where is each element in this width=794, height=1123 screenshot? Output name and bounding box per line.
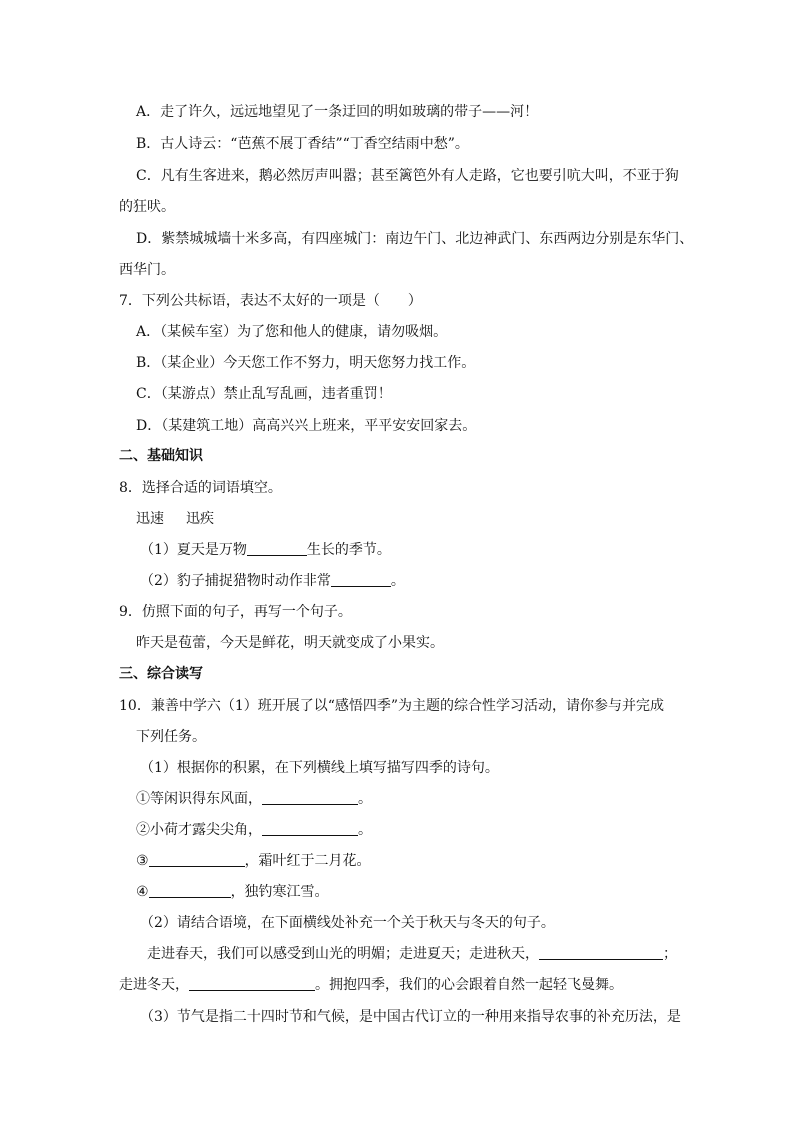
q8-sentence-1-suffix: 生长的季节。 (306, 542, 391, 558)
q8-blank-1[interactable] (247, 541, 307, 556)
q8-sentence-2-suffix: 。 (390, 573, 405, 589)
q10-part1-prompt: （1）根据你的积累，在下列横线上填写描写四季的诗句。 (140, 760, 499, 776)
q8-sentence-1-prefix: （1）夏天是万物 (140, 542, 247, 558)
q7-option-d: D．（某建筑工地）高高兴兴上班来，平平安安回家去。 (136, 418, 477, 434)
q6-option-c-line2: 的狂吠。 (119, 199, 175, 215)
q10-context-line1-suffix: ； (663, 946, 677, 962)
q8-stem: 8．选择合适的词语填空。 (119, 480, 282, 496)
q10-context-line2 (119, 975, 623, 995)
q8-sentence-1 (140, 540, 391, 560)
q6-option-d-line1: D．紫禁城城墙十米多高，有四座城门：南边午门、北边神武门、东西两边分别是东华门、 (136, 231, 694, 247)
q6-option-b: B．古人诗云：“芭蕉不展丁香结”“丁香空结雨中愁”。 (136, 136, 469, 152)
q7-stem: 7．下列公共标语，表达不太好的一项是（ ） (119, 293, 422, 309)
q10-context-line2-text: 。拥抱四季，我们的心会跟着自然一起轻飞曼舞。 (315, 977, 623, 993)
q6-option-a: A．走了许久，远远地望见了一条迂回的明如玻璃的带子——河！ (136, 104, 539, 120)
q10-item-2 (136, 820, 372, 840)
q10-context-line2-prefix: 走进冬天， (119, 977, 189, 993)
q10-item-3-prefix: ③ (136, 853, 149, 869)
q8-sentence-2-prefix: （2）豹子捕捉猎物时动作非常 (140, 573, 331, 589)
q10-stem-line2: 下列任务。 (136, 729, 206, 745)
q10-item-3-suffix: ，霜叶红于二月花。 (244, 853, 371, 869)
q8-word-2: 迅疾 (186, 511, 214, 527)
q8-blank-2[interactable] (331, 572, 391, 587)
q9-stem: 9．仿照下面的句子，再写一个句子。 (119, 604, 352, 620)
q7-option-a: A．（某候车室）为了您和他人的健康，请勿吸烟。 (136, 324, 448, 340)
q10-item-4-suffix: ，独钓寒江雪。 (230, 884, 329, 900)
q10-item-4 (136, 882, 329, 902)
q10-item-3-blank[interactable] (149, 852, 245, 867)
q10-item-2-prefix: ②小荷才露尖尖角， (136, 822, 262, 838)
q10-context-blank-winter[interactable] (189, 976, 315, 991)
q10-part2-prompt: （2）请结合语境，在下面横线处补充一个关于秋天与冬天的句子。 (140, 915, 555, 931)
q10-item-4-prefix: ④ (136, 884, 149, 900)
q7-option-c: C．（某游点）禁止乱写乱画，违者重罚！ (136, 386, 392, 402)
q8-word-choices (136, 509, 236, 529)
q9-example: 昨天是苞蕾，今天是鲜花，明天就变成了小果实。 (136, 635, 444, 651)
q10-part3-prompt: （3）节气是指二十四时节和气候，是中国古代订立的一种用来指导农事的补充历法，是 (140, 1009, 681, 1025)
q10-context-blank-autumn[interactable] (539, 945, 663, 960)
q10-item-1 (136, 789, 372, 809)
q10-item-2-suffix: 。 (358, 822, 372, 838)
q10-item-2-blank[interactable] (262, 821, 358, 836)
q8-sentence-2 (140, 571, 405, 591)
q6-option-c-line1: C．凡有生客进来，鹅必然厉声叫嚣；甚至篱笆外有人走路，它也要引吭大叫，不亚于狗 (136, 168, 679, 184)
q10-stem-line1: 10．兼善中学六（1）班开展了以“感悟四季”为主题的综合性学习活动，请你参与并完成 (119, 698, 665, 714)
q10-context-line1-text: 走进春天，我们可以感受到山光的明媚；走进夏天；走进秋天， (147, 946, 539, 962)
q10-context-line1 (147, 944, 677, 964)
q10-item-1-prefix: ①等闲识得东风面， (136, 791, 262, 807)
q7-option-b: B．（某企业）今天您工作不努力，明天您努力找工作。 (136, 355, 476, 371)
q10-item-4-blank[interactable] (149, 883, 231, 898)
section-heading-basics: 二、基础知识 (119, 448, 203, 464)
q8-word-1: 迅速 (136, 511, 164, 527)
q10-item-3 (136, 851, 371, 871)
q6-option-d-line2: 西华门。 (119, 262, 175, 278)
q10-item-1-suffix: 。 (358, 791, 372, 807)
q10-item-1-blank[interactable] (262, 790, 358, 805)
section-heading-reading-writing: 三、综合读写 (119, 666, 203, 682)
